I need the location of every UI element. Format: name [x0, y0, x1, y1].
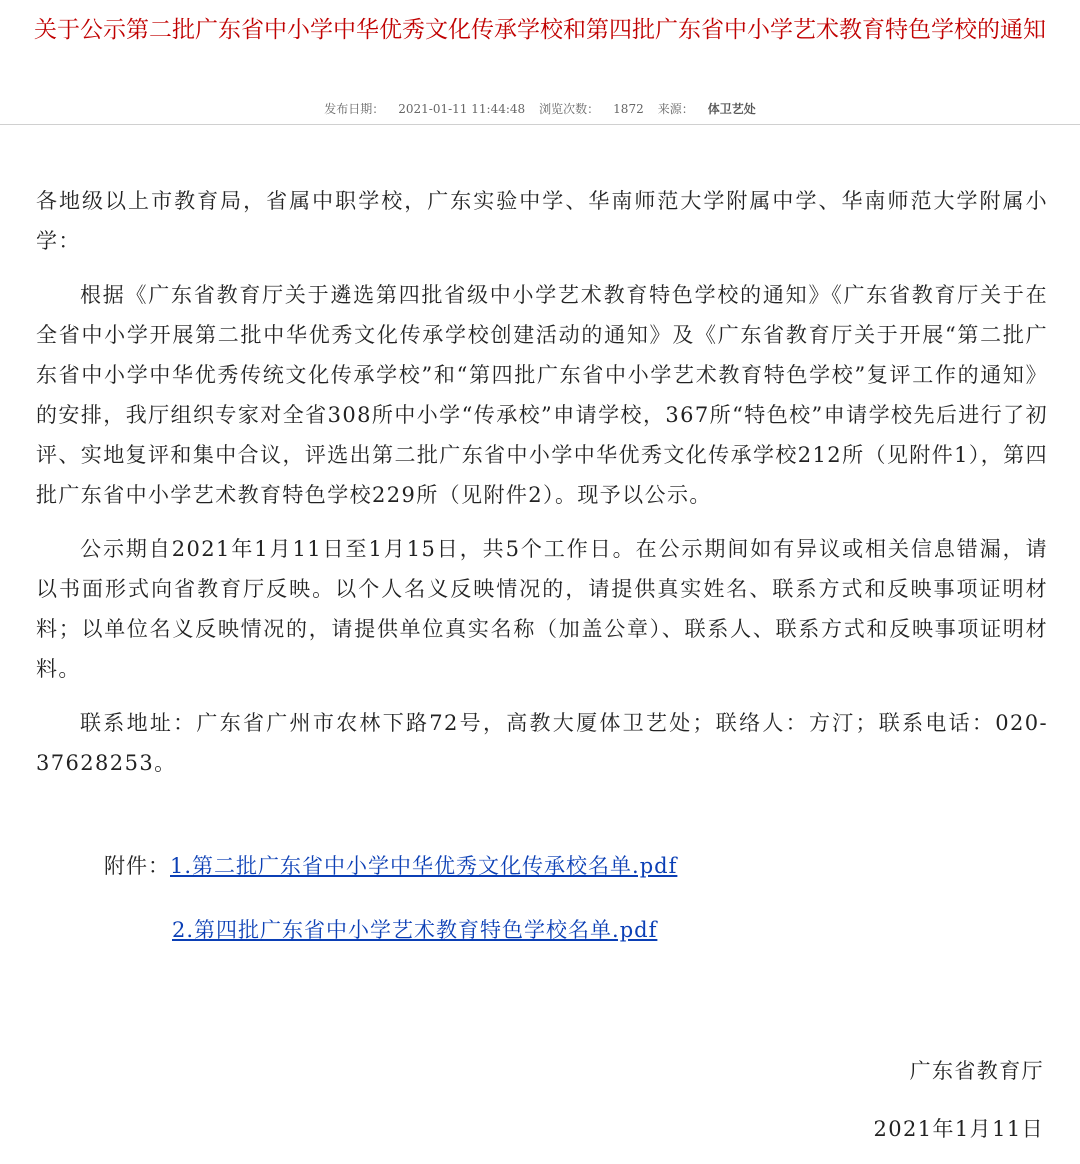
attachment-row-1 — [104, 846, 677, 886]
attachment-row-2 — [172, 910, 657, 950]
notice-body — [36, 181, 1048, 801]
views-label: 浏览次数： — [539, 102, 600, 116]
notice-meta — [0, 100, 1080, 117]
publish-date: 2021-01-11 11:44:48 — [398, 102, 526, 116]
notice-title: 关于公示第二批广东省中小学中华优秀文化传承学校和第四批广东省中小学艺术教育特色学校的通知 — [34, 17, 1046, 43]
paragraph-contact: 联系地址：广东省广州市农林下路72号，高教大厦体卫艺处；联络人：方汀；联系电话：020-37628253。 — [36, 711, 1048, 775]
signature-date: 2021年1月11日 — [873, 1117, 1044, 1141]
publish-date-label: 发布日期： — [324, 102, 385, 116]
attachment-link-1[interactable]: 1.第二批广东省中小学中华优秀文化传承校名单.pdf — [170, 854, 678, 878]
attachments-label: 附件： — [104, 854, 170, 878]
paragraph-period: 公示期自2021年1月11日至1月15日，共5个工作日。在公示期间如有异议或相关信息错漏，请以书面形式向省教育厅反映。以个人名义反映情况的，请提供真实姓名、联系方式和反映事项证明材料；以单位名义反映情况的，请提供单位真实名称（加盖公章）、联系人、联系方式和反映事项证明材料。 — [36, 537, 1048, 681]
signature-organization: 广东省教育厅 — [909, 1059, 1044, 1083]
source-label: 来源： — [657, 102, 694, 116]
source-name: 体卫艺处 — [707, 102, 756, 116]
salutation: 各地级以上市教育局，省属中职学校，广东实验中学、华南师范大学附属中学、华南师范大学附属小学： — [36, 189, 1048, 253]
attachment-link-2[interactable]: 2.第四批广东省中小学艺术教育特色学校名单.pdf — [172, 918, 658, 942]
header-divider — [0, 124, 1080, 125]
views-count: 1872 — [613, 102, 644, 116]
paragraph-basis: 根据《广东省教育厅关于遴选第四批省级中小学艺术教育特色学校的通知》《广东省教育厅关于在全省中小学开展第二批中华优秀文化传承学校创建活动的通知》及《广东省教育厅关于开展“第二批广东省中小学中华优秀传统文化传承学校”和“第四批广东省中小学艺术教育特色学校”复评工作的通知》的安排，我厅组织专家对全省308所中小学“传承校”申请学校，367所“特色校”申请学校先后进行了初评、实地复评和集中合议，评选出第二批广东省中小学中华优秀文化传承学校212所（见附件1），第四批广东省中小学艺术教育特色学校229所（见附件2）。现予以公示。 — [36, 283, 1048, 507]
